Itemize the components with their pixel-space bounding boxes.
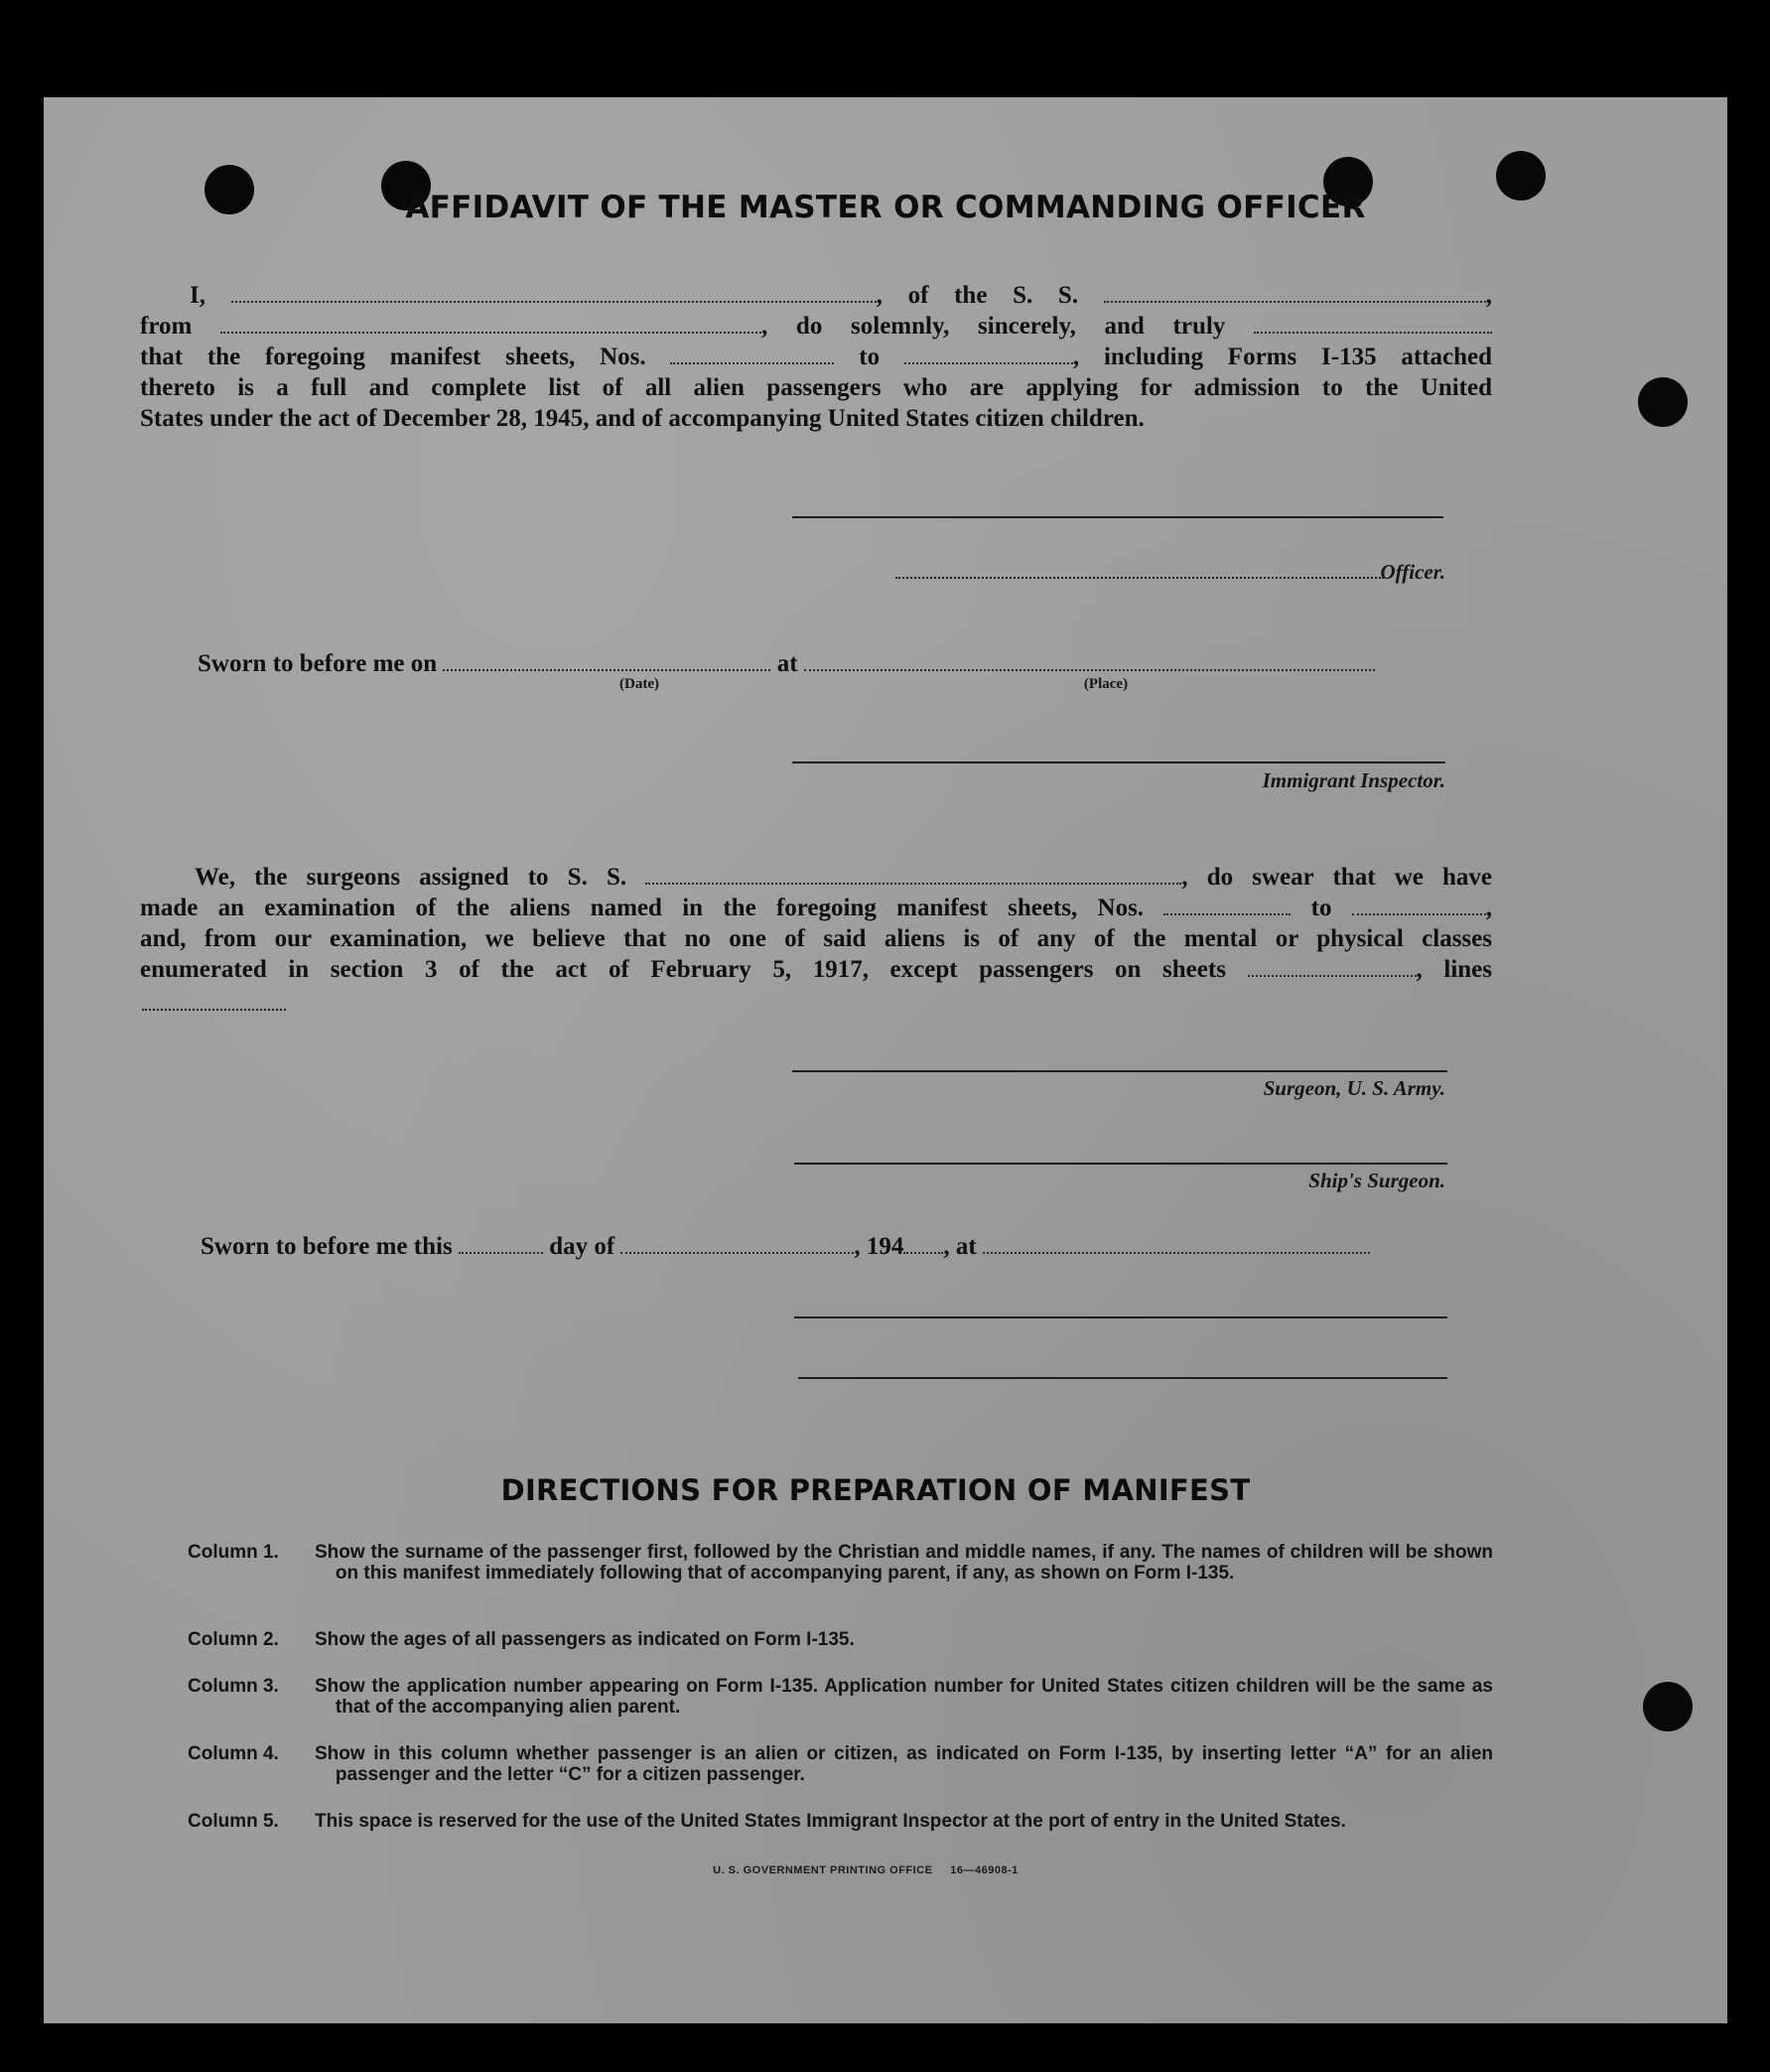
- ship-surgeon-label: Ship's Surgeon.: [1308, 1169, 1445, 1192]
- surgeons-line-3: and, from our examination, we believe that no one of said aliens is of any of the mental or physical classes: [140, 925, 1492, 952]
- inspector-signature-line[interactable]: [792, 761, 1445, 763]
- sworn-this-line: Sworn to before me this day of , 194 , at: [201, 1231, 1370, 1262]
- sworn-before-line: Sworn to before me on at: [198, 648, 1375, 679]
- sworn-at-blank[interactable]: [983, 1251, 1370, 1254]
- army-surgeon-signature-line[interactable]: [792, 1070, 1447, 1072]
- surgeons-line-1: We, the surgeons assigned to S. S. , do swear that we have: [195, 864, 1493, 891]
- affidavit-line-3: that the foregoing manifest sheets, Nos. to , including Forms I-135 attached: [140, 344, 1493, 370]
- form-page: [44, 97, 1727, 2023]
- exam-sheets-from-blank[interactable]: [1163, 912, 1291, 915]
- officer-name-blank[interactable]: [231, 300, 877, 303]
- affidavit-line-5: States under the act of December 28, 1945, and of accompanying United States citizen children.: [140, 405, 1145, 432]
- oath-blank[interactable]: [1254, 331, 1492, 334]
- inspector-label: Immigrant Inspector.: [1262, 768, 1445, 792]
- ship-surgeon-signature-line[interactable]: [794, 1163, 1447, 1165]
- affidavit-line-2: from , do solemnly, sincerely, and truly: [140, 311, 1492, 342]
- sheets-to-blank[interactable]: [904, 361, 1073, 364]
- final-signature-line-2[interactable]: [798, 1377, 1447, 1379]
- month-blank[interactable]: [620, 1251, 854, 1254]
- direction-column-3: Column 3. Show the application number appearing on Form I-135. Application number for United States citizen children will be the same as that of the accompanying alien parent.: [188, 1676, 1493, 1718]
- except-sheets-blank[interactable]: [1248, 974, 1417, 977]
- lines-blank[interactable]: [142, 1009, 286, 1011]
- punch-hole: [1638, 377, 1688, 427]
- army-surgeon-label: Surgeon, U. S. Army.: [1263, 1076, 1445, 1100]
- direction-column-1: Column 1. Show the surname of the passenger first, followed by the Christian and middle names, if any. The names of children will be shown on this manifest immediately following that of accompanying parent, if any, as shown on Form I-135.: [188, 1542, 1493, 1584]
- affidavit-section: [140, 280, 1492, 677]
- surgeons-ship-blank[interactable]: [645, 882, 1181, 885]
- directions-title: DIRECTIONS FOR PREPARATION OF MANIFEST: [500, 1473, 1251, 1507]
- exam-sheets-to-blank[interactable]: [1352, 912, 1486, 915]
- sworn-place-blank[interactable]: [804, 668, 1375, 671]
- year-blank[interactable]: [903, 1251, 943, 1254]
- final-signature-line-1[interactable]: [794, 1316, 1447, 1318]
- from-port-blank[interactable]: [220, 331, 761, 334]
- place-caption: (Place): [1083, 676, 1129, 692]
- officer-label: Officer.: [1380, 560, 1445, 584]
- affidavit-line-1: I, , of the S. S. ,: [190, 282, 1493, 309]
- surgeons-section: [140, 862, 1492, 1001]
- officer-title-line[interactable]: [895, 577, 1384, 579]
- sheets-from-blank[interactable]: [670, 361, 834, 364]
- surgeons-line-4: enumerated in section 3 of the act of February 5, 1917, except passengers on sheets , lines: [140, 956, 1493, 983]
- surgeons-line-2: made an examination of the aliens named in the foregoing manifest sheets, Nos. to ,: [140, 895, 1493, 921]
- day-blank[interactable]: [459, 1251, 543, 1254]
- direction-column-5: Column 5. This space is reserved for the use of the United States Immigrant Inspector at the port of entry in the United States.: [188, 1811, 1346, 1832]
- direction-column-2: Column 2. Show the ages of all passengers as indicated on Form I-135.: [188, 1629, 855, 1650]
- printing-office-footer: U. S. GOVERNMENT PRINTING OFFICE 16—46908-1: [713, 1865, 1019, 1876]
- date-caption: (Date): [619, 676, 659, 692]
- master-signature-line[interactable]: [792, 516, 1443, 518]
- punch-hole: [1643, 1682, 1693, 1731]
- sworn-date-blank[interactable]: [443, 668, 770, 671]
- affidavit-line-4: thereto is a full and complete list of all alien passengers who are applying for admission to the United: [140, 374, 1492, 401]
- affidavit-title: AFFIDAVIT OF THE MASTER OR COMMANDING OFFICER: [405, 190, 1366, 225]
- ship-name-blank[interactable]: [1104, 300, 1486, 303]
- direction-column-4: Column 4. Show in this column whether passenger is an alien or citizen, as indicated on Form I-135, by inserting letter “A” for an alien passenger and the letter “C” for a citizen passenger.: [188, 1743, 1493, 1785]
